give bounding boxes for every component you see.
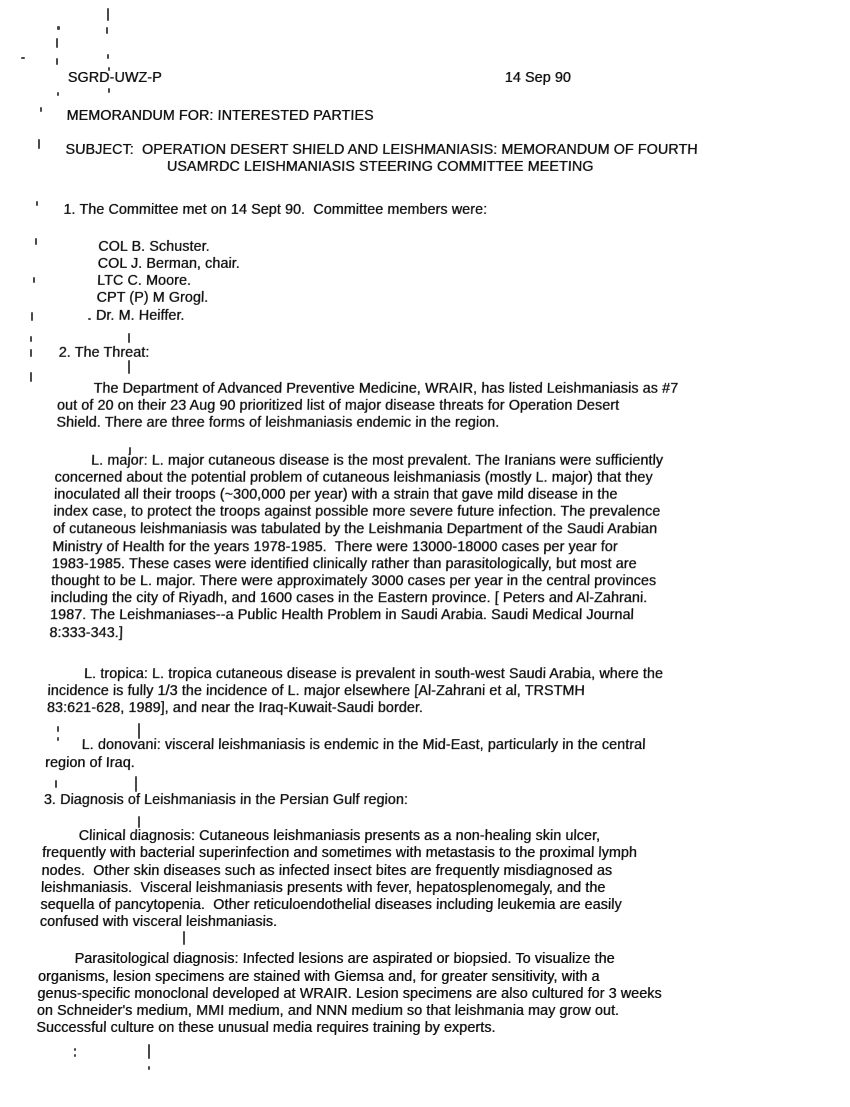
memo-header xyxy=(67,70,798,87)
scan-artifact xyxy=(57,92,59,96)
section-2-heading: 2. The Threat: xyxy=(58,344,150,361)
l-tropica-paragraph: L. tropica: L. tropica cutaneous disease is prevalent in south-west Saudi Arabia, where the incidence is fully 1/3 the incidence of L. major elsewhere [Al-Zahrani et al, TRSTMH 83:621-628, 1989], and near the Iraq-Kuwait-Saudi border. xyxy=(46,665,664,717)
subject-line-2: USAMRDC LEISHMANIASIS STEERING COMMITTEE MEETING xyxy=(166,159,594,176)
scan-artifact xyxy=(30,372,32,382)
subject-block xyxy=(64,142,795,176)
committee-member: LTC C. Moore. xyxy=(96,273,192,290)
scan-artifact xyxy=(30,349,32,357)
scan-artifact xyxy=(56,38,58,48)
l-major-paragraph: L. major: L. major cutaneous disease is the most prevalent. The Iranians were sufficiently concerned about the potential problem of cutaneous leishmaniasis (mostly L. major) that they inoculated all their troops (~300,000 per year) with a strain that gave mild disease in the index case, to protect the troops against possible more severe future infection. The prevalence of cutaneous leishmaniasis was tabulated by the Leishmania Department of the Saudi Arabian Ministry of Health for the years 1978-1985. There were 13000-18000 cases per year for 1983-1985. These cases were identified clinically rather than parasitologically, but most are thought to be L. major. There were approximately 3000 cases per year in the central provinces including the city of Riyadh, and 1600 cases in the Eastern province. [ Peters and Al-Zahrani. 1987. The Leishmaniases--a Public Health Problem in Saudi Arabia. Saudi Medical Journal 8:333-343.] xyxy=(49,452,664,641)
scan-artifact xyxy=(57,26,60,30)
scan-artifact xyxy=(148,1066,150,1070)
subject-line-1: SUBJECT: OPERATION DESERT SHIELD AND LEISHMANIASIS: MEMORANDUM OF FOURTH xyxy=(65,142,698,159)
scan-artifact xyxy=(21,57,25,59)
scan-artifact xyxy=(38,139,40,149)
threat-overview-paragraph: The Department of Advanced Preventive Medicine, WRAIR, has listed Leishmaniasis as #7 out of 20 on their 23 Aug 90 prioritized list of major disease threats for Operation Desert Shield. There are three forms of leishmaniasis endemic in the region. xyxy=(56,381,679,432)
scan-artifact xyxy=(35,238,37,245)
clinical-diagnosis-paragraph: Clinical diagnosis: Cutaneous leishmaniasis presents as a non-healing skin ulcer, frequently with bacterial superinfection and sometimes with metastasis to the proximal lymph nodes. Other skin diseases such as infected insect bites are frequently misdiagnosed as leishmaniasis. Visceral leishmaniasis presents with fever, hepatosplenomegaly, and the sequella of pancytopenia. Other reticuloendothelial diseases including leukemia are easily confused with visceral leishmaniasis. xyxy=(39,828,638,931)
committee-member: Dr. M. Heiffer. xyxy=(95,307,185,324)
scan-artifact xyxy=(36,201,38,206)
scan-artifact xyxy=(31,312,33,321)
memo-content xyxy=(35,70,798,1057)
office-symbol: SGRD-UWZ-P xyxy=(67,70,162,86)
section-3-heading: 3. Diagnosis of Leishmaniasis in the Persian Gulf region: xyxy=(43,791,409,808)
committee-intro: 1. The Committee met on 14 Sept 90. Committee members were: xyxy=(63,201,488,218)
committee-member: COL B. Schuster. xyxy=(97,238,210,255)
scan-artifact xyxy=(30,336,32,342)
committee-member: CPT (P) M Grogl. xyxy=(96,290,209,307)
scan-artifact xyxy=(40,107,42,112)
memo-for-line: MEMORANDUM FOR: INTERESTED PARTIES xyxy=(66,108,374,124)
l-donovani-paragraph: L. donovani: visceral leishmaniasis is endemic in the Mid-East, particularly in the central region of Iraq. xyxy=(44,737,646,771)
scan-artifact xyxy=(107,8,109,21)
parasitological-diagnosis-paragraph: Parasitological diagnosis: Infected lesions are aspirated or biopsied. To visualize the organisms, lesion specimens are stained with Giemsa and, for greater sensitivity, with a genus-specific monoclonal developed at WRAIR. Lesion specimens are also cultured for 3 weeks on Schneider's medium, MMI medium, and NNN medium so that leishmania may grow out. Successful culture on these unusual media requires training by experts. xyxy=(35,951,662,1037)
scan-artifact xyxy=(56,58,58,65)
committee-member-list xyxy=(96,239,793,325)
scan-artifact xyxy=(106,27,108,34)
committee-member: COL J. Berman, chair. xyxy=(97,256,241,273)
memo-date: 14 Sep 90 xyxy=(504,70,572,86)
scan-artifact xyxy=(33,277,35,283)
scan-artifact xyxy=(107,54,109,59)
